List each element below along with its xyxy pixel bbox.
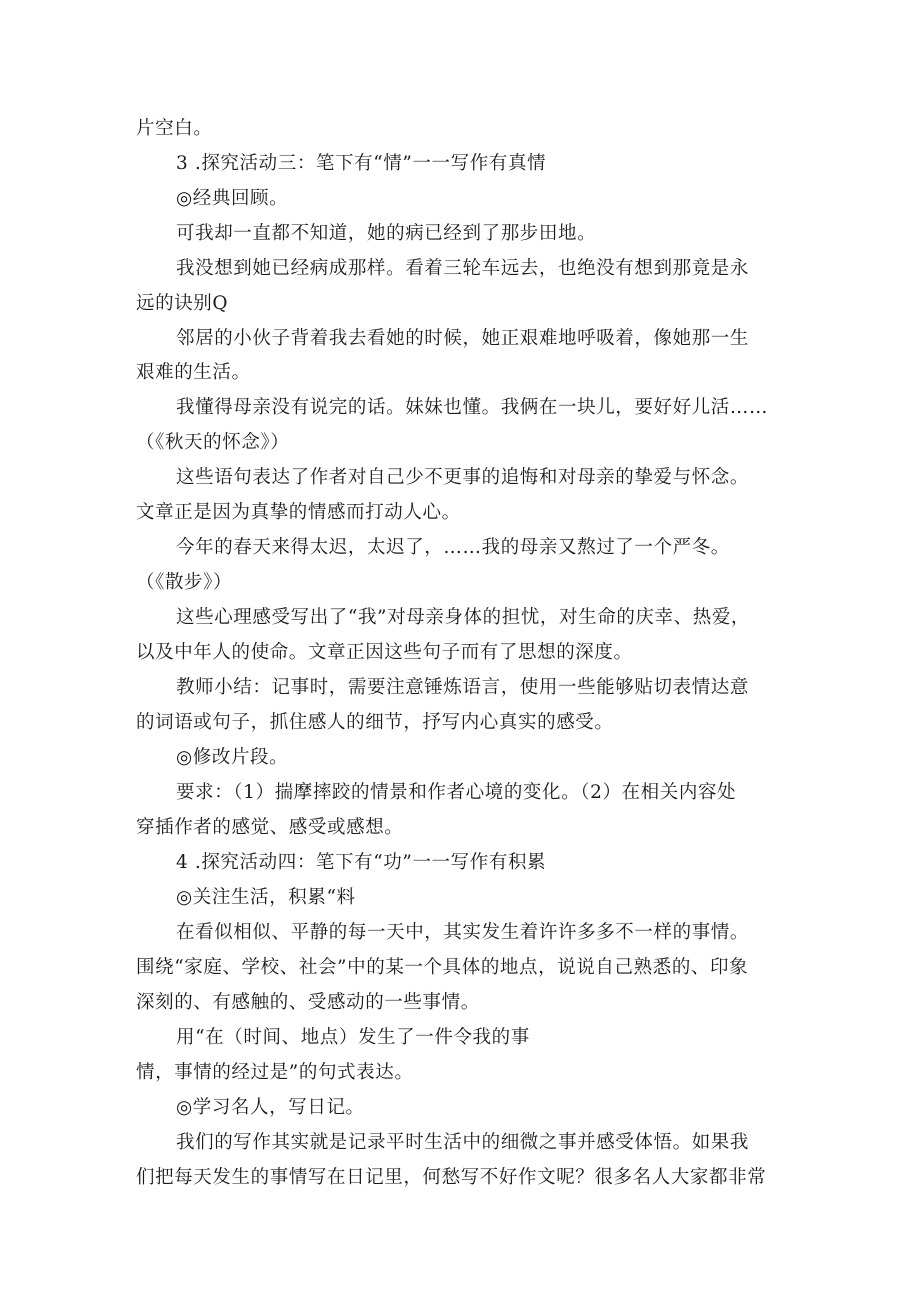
text-line: 片空白。 — [136, 118, 213, 139]
text-line: 在看似相似、平静的每一天中，其实发生着许许多多不一样的事情。 — [176, 922, 750, 943]
text-line: 艰难的生活。 — [136, 362, 251, 383]
text-line: 邻居的小伙子背着我去看她的时候，她正艰难地呼吸着，像她那一生 — [176, 328, 750, 349]
text-line: 今年的春天来得太迟，太迟了，……我的母亲又熬过了一个严冬。 — [176, 537, 730, 558]
section-heading-activity-4: 4 .探究活动四：笔下有“功”一一写作有积累 — [176, 852, 547, 873]
source-citation: （《散步》） — [136, 572, 233, 593]
subheading-revise-passage: ◎修改片段。 — [176, 747, 289, 768]
text-line: 以及中年人的使命。文章正因这些句子而有了思想的深度。 — [136, 642, 633, 663]
text-line: 这些语句表达了作者对自己少不更事的追悔和对母亲的挚爱与怀念。 — [176, 467, 750, 488]
text-line: 我没想到她已经病成那样。看着三轮车远去，也绝没有想到那竟是永 — [176, 258, 750, 279]
subheading-learn-from-famous: ◎学习名人，写日记。 — [176, 1097, 365, 1118]
text-line: 们把每天发生的事情写在日记里，何愁写不好作文呢？很多名人大家都非常 — [136, 1167, 767, 1188]
section-heading-activity-3: 3 .探究活动三：笔下有“情”一一写作有真情 — [176, 153, 547, 174]
text-line: 教师小结：记事时，需要注意锤炼语言，使用一些能够贴切表情达意 — [176, 677, 750, 698]
text-line: 深刻的、有感触的、受感动的一些事情。 — [136, 992, 480, 1013]
text-line: 可我却一直都不知道，她的病已经到了那步田地。 — [176, 223, 597, 244]
text-line: 穿插作者的感觉、感受或感想。 — [136, 817, 404, 838]
text-line: 围绕“家庭、学校、社会”中的某一个具体的地点，说说自己熟悉的、印象 — [136, 957, 749, 978]
text-line: 这些心理感受写出了“我”对母亲身体的担忧，对生命的庆幸、热爱， — [176, 607, 751, 628]
text-line: 要求：（1）揣摩摔跤的情景和作者心境的变化。（2）在相关内容处 — [176, 782, 737, 803]
text-line: 文章正是因为真挚的情感而打动人心。 — [136, 502, 461, 523]
text-line: 我们的写作其实就是记录平时生活中的细微之事并感受体悟。如果我 — [176, 1132, 750, 1153]
text-line: 我懂得母亲没有说完的话。妹妹也懂。我俩在一块儿，要好好儿活…… — [176, 397, 769, 418]
text-line: 远的诀别Q — [136, 293, 229, 314]
subheading-focus-on-life: ◎关注生活，积累“料 — [176, 887, 356, 908]
text-line: 的词语或句子，抓住感人的细节，抒写内心真实的感受。 — [136, 712, 614, 733]
text-line: 情，事情的经过是”的句式表达。 — [136, 1062, 414, 1083]
text-line: 用“在（时间、地点）发生了一件令我的事 — [176, 1027, 530, 1048]
subheading-classic-review: ◎经典回顾。 — [176, 188, 289, 209]
source-citation: （《秋天的怀念》） — [136, 432, 290, 453]
